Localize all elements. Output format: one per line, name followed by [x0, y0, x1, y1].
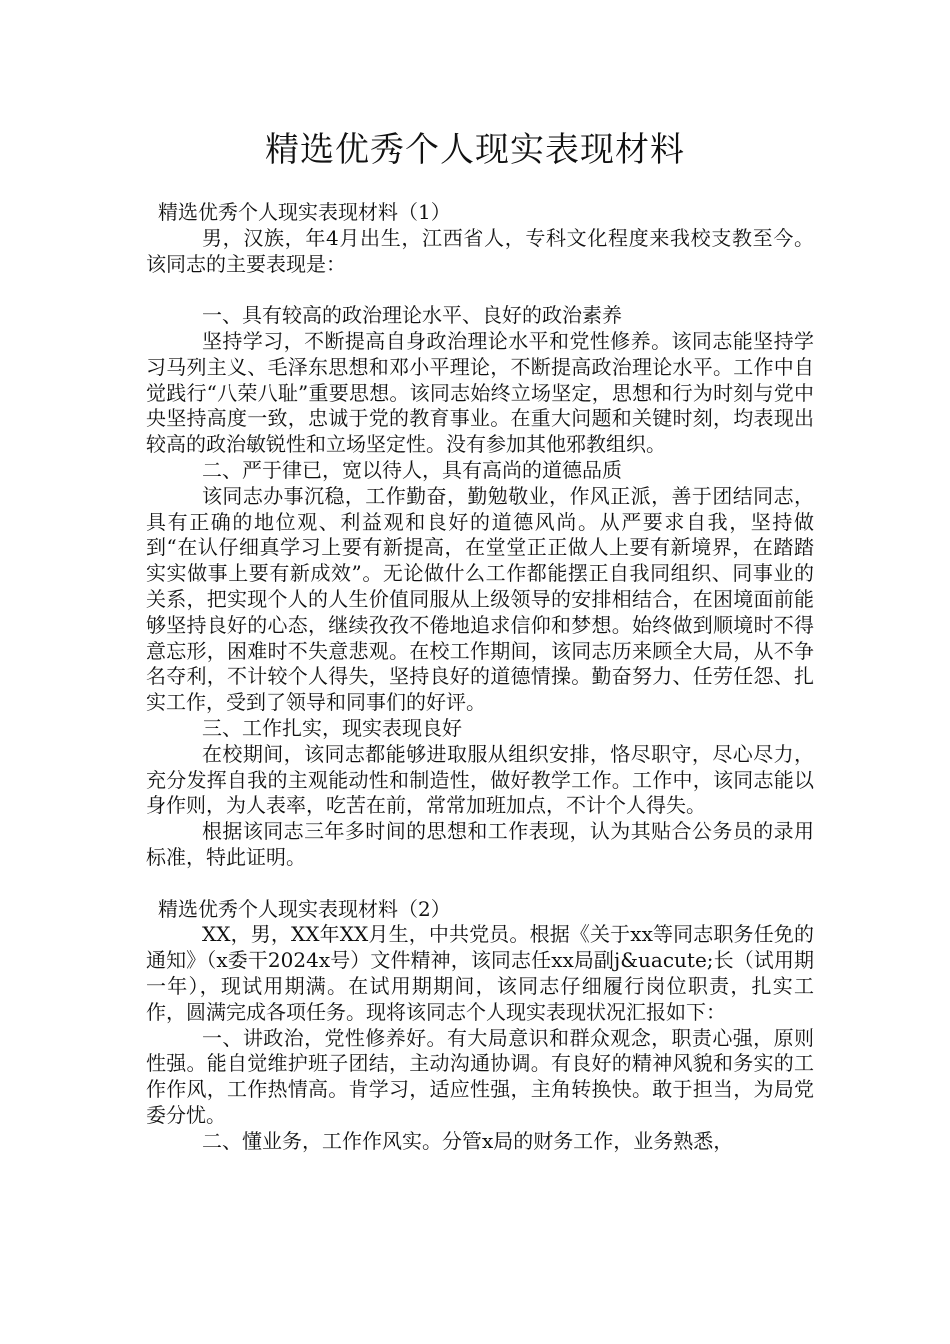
section-1-paragraph-morality: 该同志办事沉稳，工作勤奋，勤勉敬业，作风正派，善于团结同志，具有正确的地位观、利益观和良好的道德风尚。从严要求自我，坚持做到“在认仔细真学习上要有新提高，在堂堂正正做人上要有新境界，在踏踏实实做事上要有新成效”。无论做什么工作都能摆正自我同组织、同事业的关系，把实现个人的人生价值同服从上级领导的安排相结合，在困境面前能够坚持良好的心态，继续孜孜不倦地追求信仰和梦想。始终做到顺境时不得意忘形，困难时不失意悲观。在校工作期间，该同志历来顾全大局，从不争名夺利，不计较个人得失，坚持良好的道德情操。勤奋努力、任劳任怨、扎实工作，受到了领导和同事们的好评。 — [146, 483, 814, 715]
section-1-subheading-3: 三、工作扎实，现实表现良好 — [202, 715, 462, 740]
section-1-paragraph-politics: 坚持学习，不断提高自身政治理论水平和党性修养。该同志能坚持学习马列主义、毛泽东思想和邓小平理论，不断提高政治理论水平。工作中自觉践行“八荣八耻”重要思想。该同志始终立场坚定，思想和行为时刻与党中央坚持高度一致，忠诚于党的教育事业。在重大问题和关键时刻，均表现出较高的政治敏锐性和立场坚定性。没有参加其他邪教组织。 — [146, 328, 814, 457]
section-1-paragraph-work: 在校期间，该同志都能够进取服从组织安排，恪尽职守，尽心尽力，充分发挥自我的主观能动性和制造性，做好教学工作。工作中，该同志能以身作则，为人表率，吃苦在前，常常加班加点，不计个人得失。 — [146, 741, 814, 818]
section-1-subheading-2: 二、严于律已，宽以待人，具有高尚的道德品质 — [202, 457, 622, 482]
section-2-paragraph-intro: XX，男，XX年XX月生，中共党员。根据《关于xx等同志职务任免的通知》（x委干2024x号）文件精神，该同志任xx局副j&uacute;长（试用期一年），现试用期满。在试用期期间，该同志仔细履行岗位职责，扎实工作，圆满完成各项任务。现将该同志个人现实表现状况汇报如下： — [146, 922, 814, 1024]
section-1-heading: 精选优秀个人现实表现材料（1） — [158, 200, 451, 224]
document-body — [146, 200, 814, 1154]
section-2-heading: 精选优秀个人现实表现材料（2） — [158, 896, 451, 921]
document-title: 精选优秀个人现实表现材料 — [265, 130, 685, 170]
section-2-paragraph-politics: 一、讲政治，党性修养好。有大局意识和群众观念，职责心强，原则性强。能自觉维护班子团结，主动沟通协调。有良好的精神风貌和务实的工作作风，工作热情高。肯学习，适应性强，主角转换快。敢于担当，为局党委分忧。 — [146, 1025, 814, 1127]
section-2-paragraph-business: 二、懂业务，工作作风实。分管x局的财务工作，业务熟悉， — [202, 1128, 734, 1153]
section-1-paragraph-conclusion: 根据该同志三年多时间的思想和工作表现，认为其贴合公务员的录用标准，特此证明。 — [146, 819, 814, 869]
blank-line — [146, 277, 814, 303]
section-1-paragraph-intro: 男，汉族，年4月出生，江西省人，专科文化程度来我校支教至今。该同志的主要表现是： — [146, 225, 814, 276]
blank-line — [146, 871, 814, 897]
section-1-subheading-1: 一、具有较高的政治理论水平、良好的政治素养 — [202, 303, 622, 328]
